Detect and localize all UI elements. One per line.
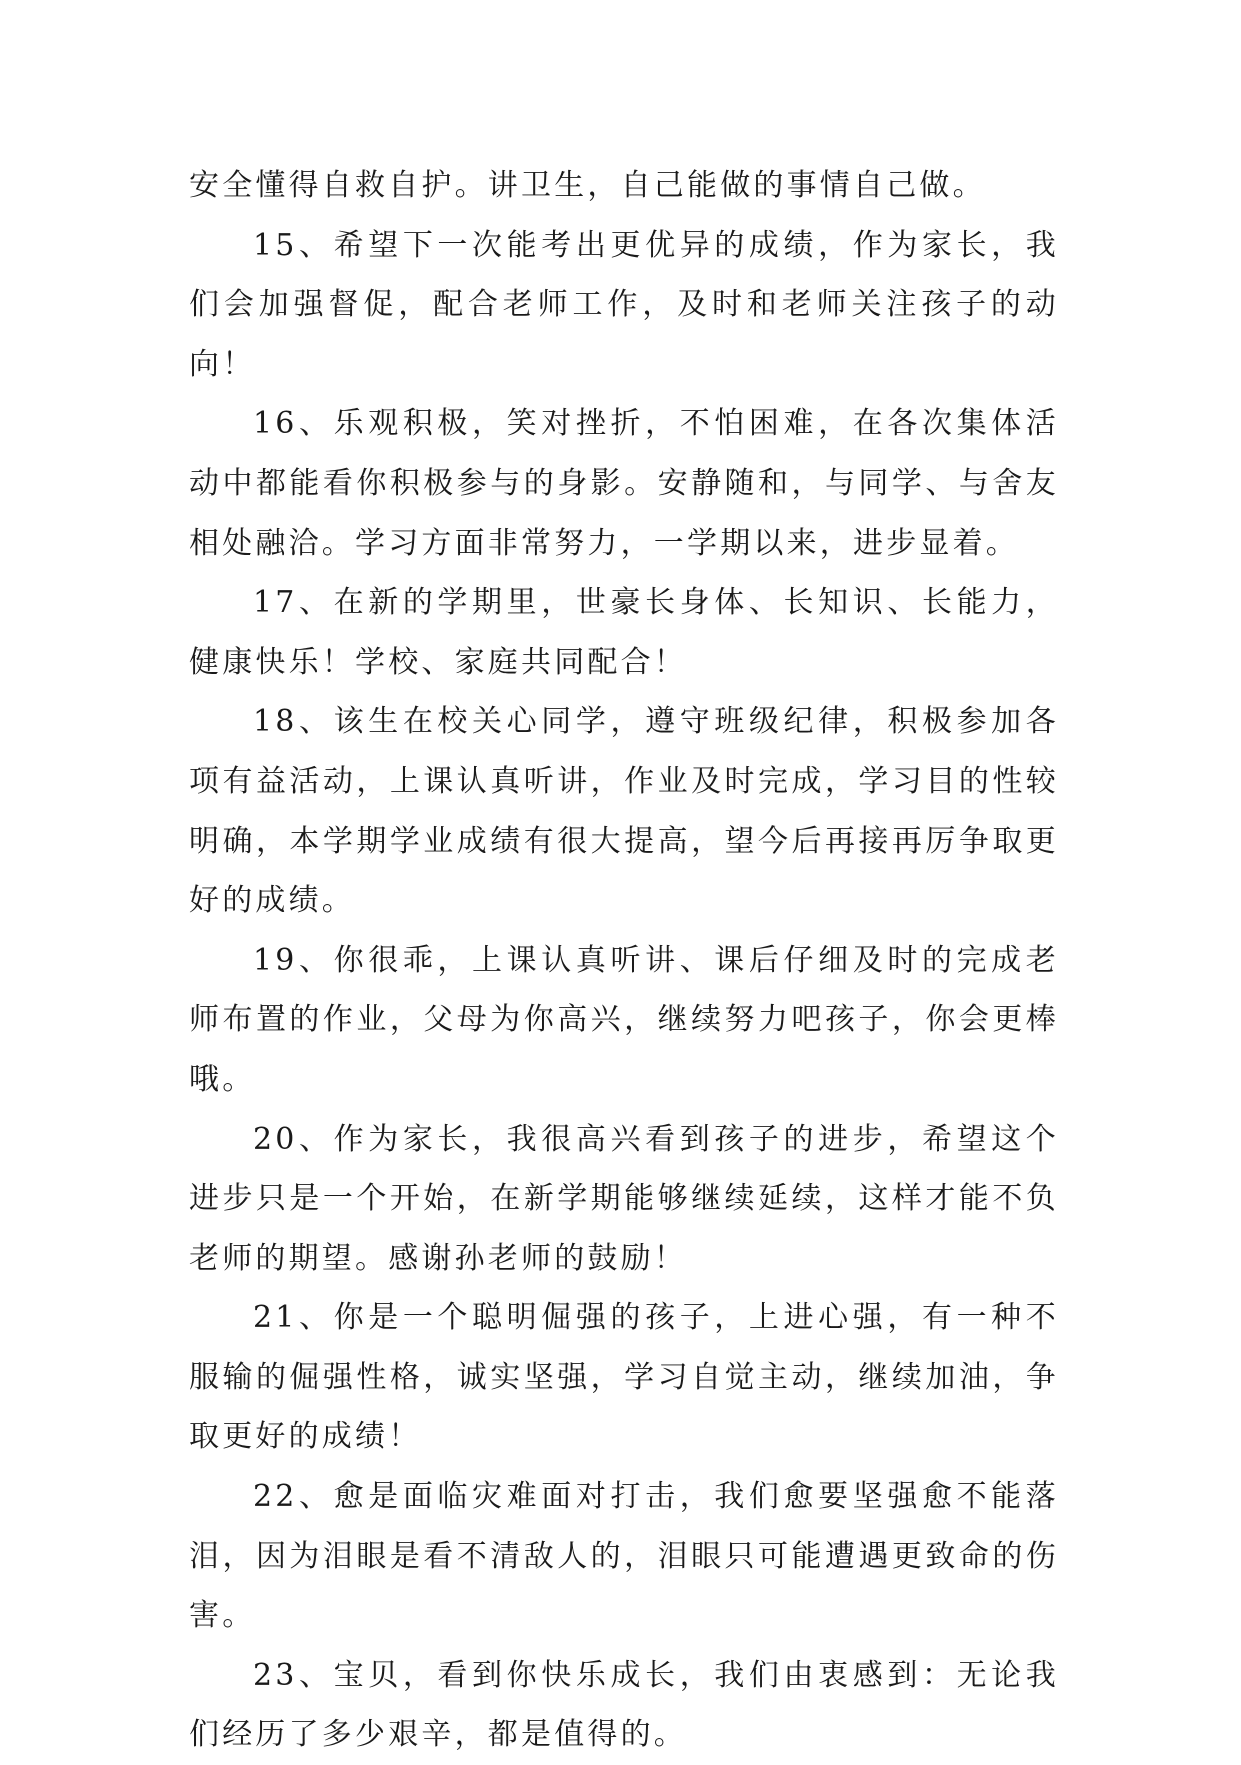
paragraph-item-19: 19、你很乖，上课认真听讲、课后仔细及时的完成老师布置的作业，父母为你高兴，继续努力吧孩子，你会更棒哦。 xyxy=(189,942,1059,1097)
paragraph-item-18: 18、该生在校关心同学，遵守班级纪律，积极参加各项有益活动，上课认真听讲，作业及时完成，学习目的性较明确，本学期学业成绩有很大提高，望今后再接再厉争取更好的成绩。 xyxy=(189,704,1059,919)
paragraph-item-23: 23、宝贝，看到你快乐成长，我们由衷感到：无论我们经历了多少艰辛，都是值得的。 xyxy=(189,1657,1059,1753)
paragraph-item-21: 21、你是一个聪明倔强的孩子，上进心强，有一种不服输的倔强性格，诚实坚强，学习自觉主动，继续加油，争取更好的成绩！ xyxy=(189,1300,1059,1455)
document-body xyxy=(189,156,1059,1765)
paragraph-item-16: 16、乐观积极，笑对挫折，不怕困难，在各次集体活动中都能看你积极参与的身影。安静随和，与同学、与舍友相处融洽。学习方面非常努力，一学期以来，进步显着。 xyxy=(189,406,1059,561)
paragraph-continuation: 安全懂得自救自护。讲卫生，自己能做的事情自己做。 xyxy=(189,168,986,203)
paragraph-item-20: 20、作为家长，我很高兴看到孩子的进步，希望这个进步只是一个开始，在新学期能够继续延续，这样才能不负老师的期望。感谢孙老师的鼓励！ xyxy=(189,1121,1059,1276)
paragraph-item-15: 15、希望下一次能考出更优异的成绩，作为家长，我们会加强督促，配合老师工作，及时和老师关注孩子的动向！ xyxy=(189,227,1059,382)
paragraph-item-22: 22、愈是面临灾难面对打击，我们愈要坚强愈不能落泪，因为泪眼是看不清敌人的，泪眼只可能遭遇更致命的伤害。 xyxy=(189,1479,1059,1634)
paragraph-item-17: 17、在新的学期里，世豪长身体、长知识、长能力，健康快乐！学校、家庭共同配合！ xyxy=(189,585,1059,680)
